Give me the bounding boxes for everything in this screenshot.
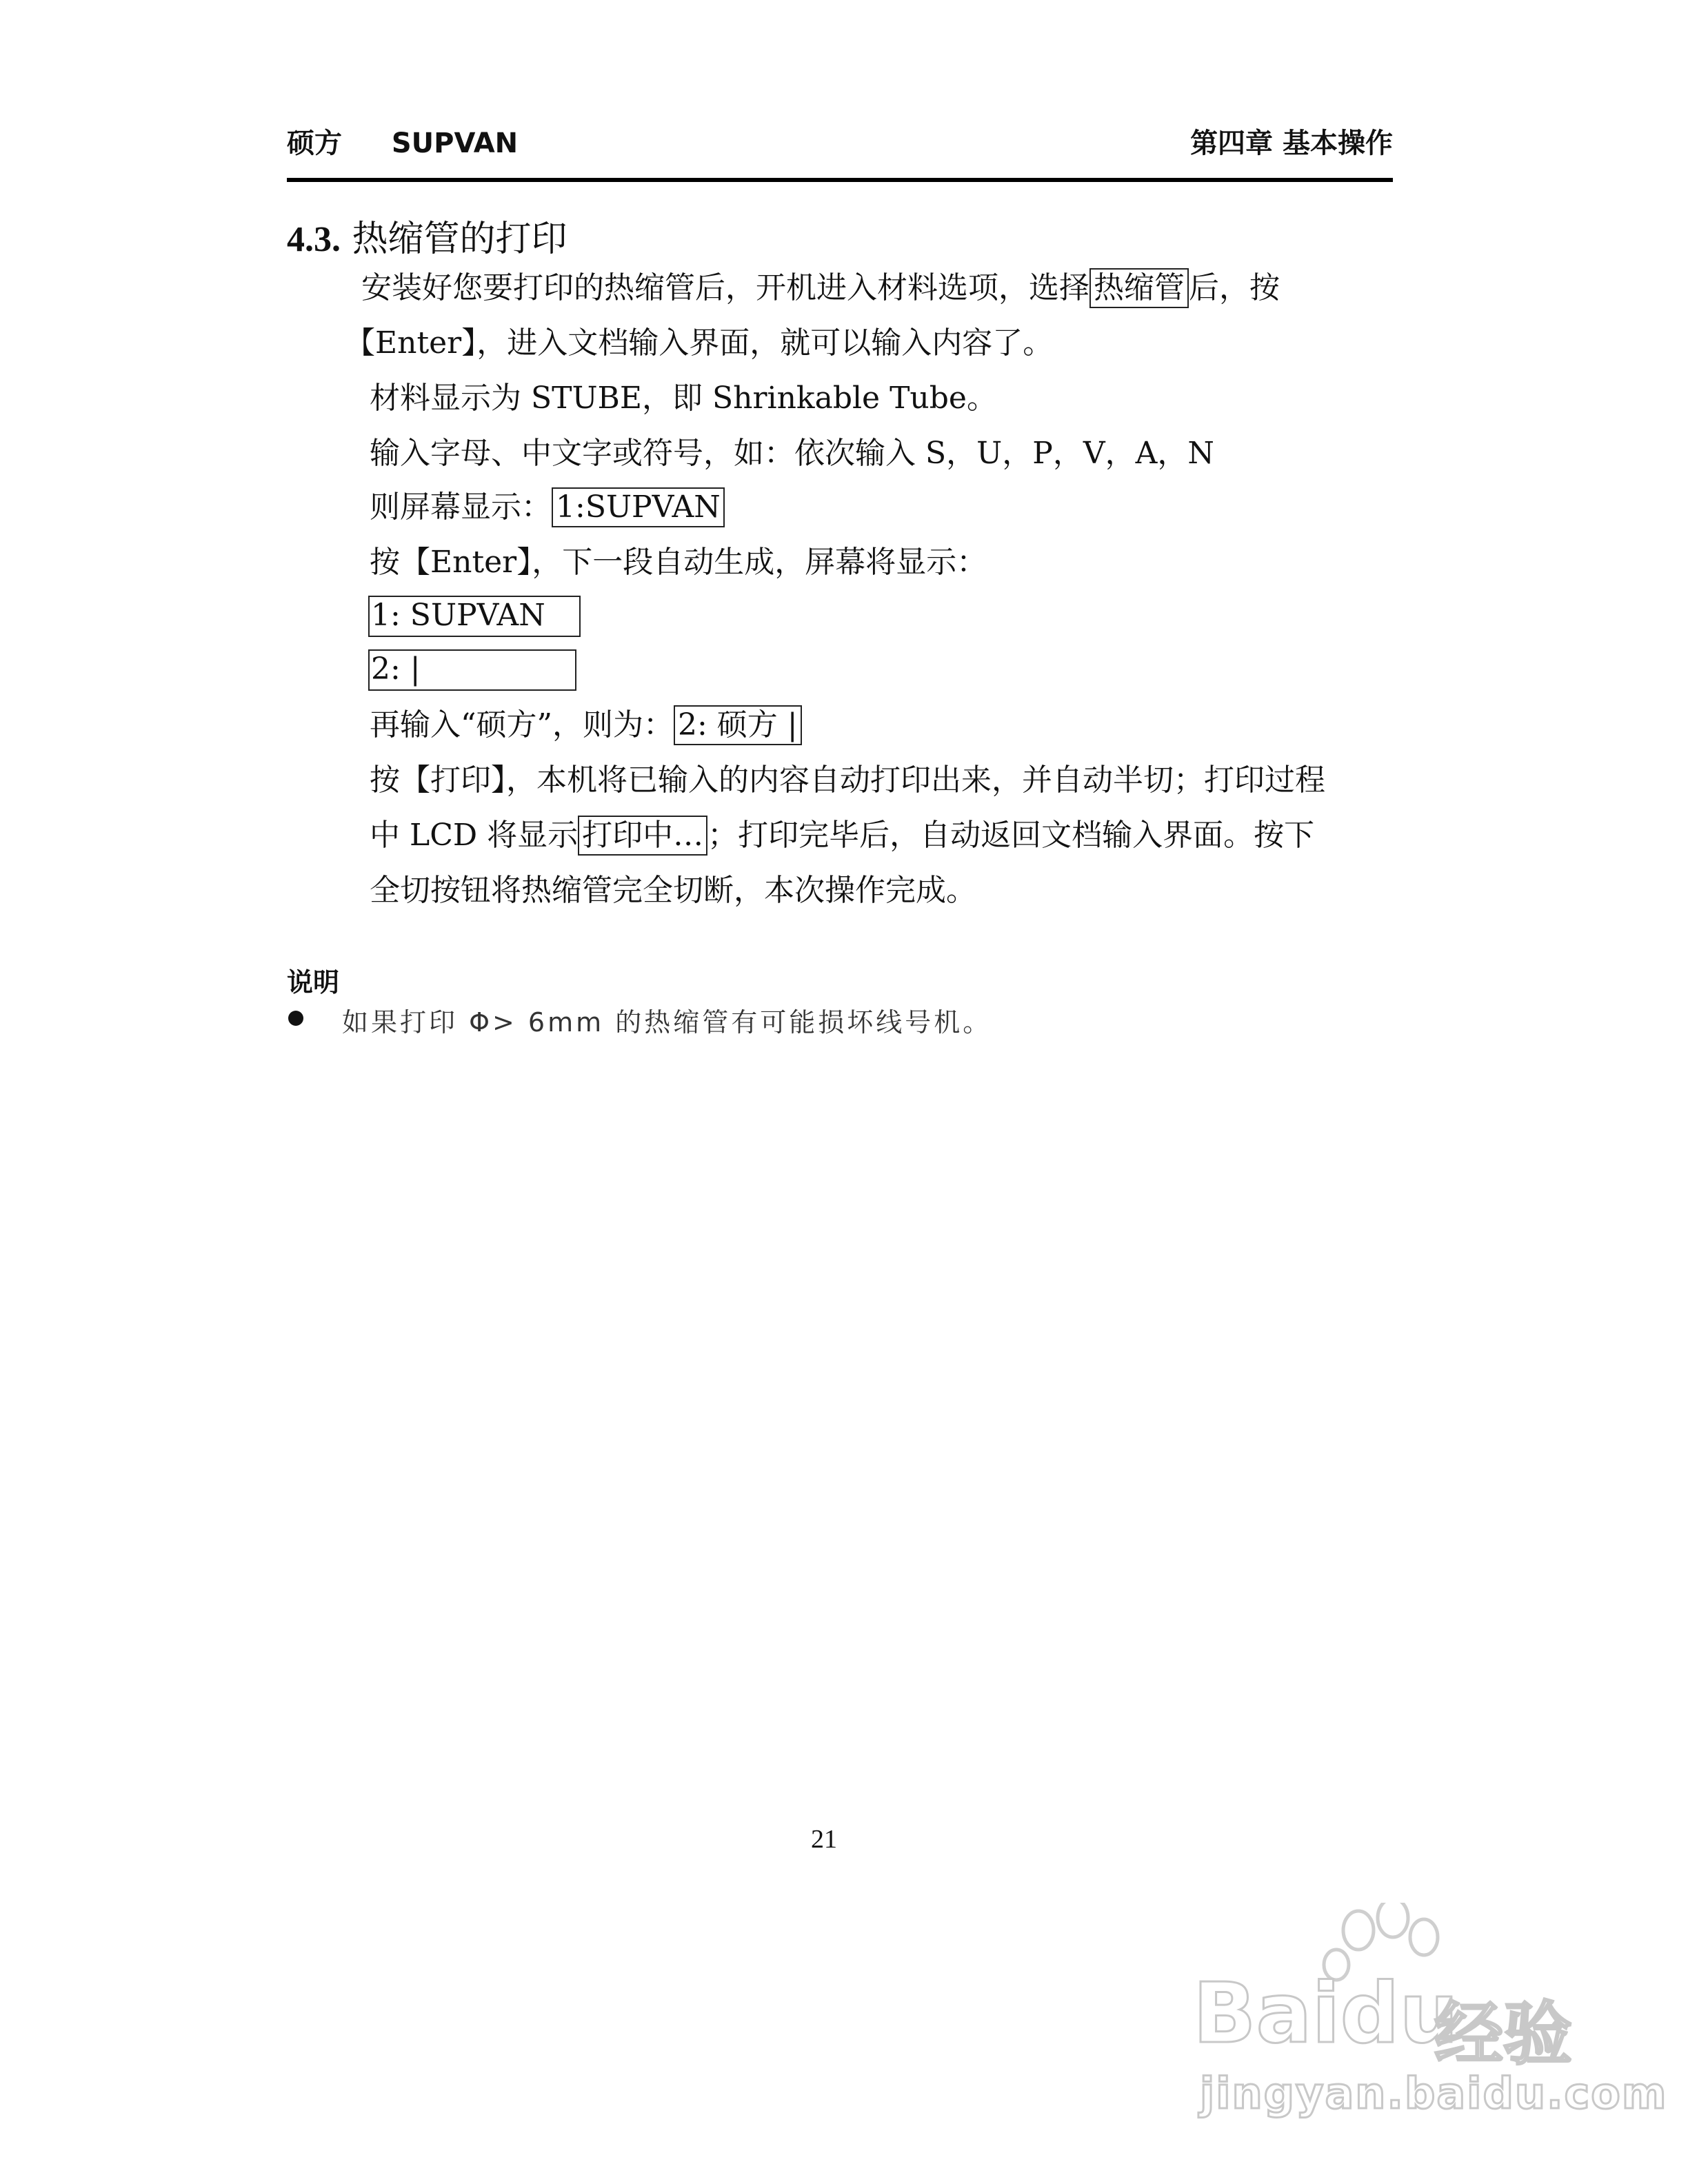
paragraph-1-cont: 【Enter】，进入文档输入界面，就可以输入内容了。 <box>345 325 1054 361</box>
menu-option-box: 热缩管 <box>1089 268 1189 308</box>
header-brand-cn: 硕方 <box>287 128 342 159</box>
section-number: 4.3. <box>287 220 341 259</box>
p4-text: 则屏幕显示： <box>370 489 552 525</box>
paragraph-2: 材料显示为 STUBE，即 Shrinkable Tube。 <box>370 381 997 416</box>
watermark-url: jingyan.baidu.com <box>1200 2068 1668 2119</box>
watermark <box>1172 1903 1668 2130</box>
note-heading: 说明 <box>287 967 340 998</box>
paragraph-3: 输入字母、中文字或符号，如：依次输入 S，U，P，V，A，N <box>370 436 1214 471</box>
paragraph-7: 按【打印】，本机将已输入的内容自动打印出来，并自动半切；打印过程 <box>370 762 1325 798</box>
section-title-text: 热缩管的打印 <box>352 219 567 260</box>
header-rule <box>287 178 1393 182</box>
watermark-brand-b: du <box>1340 1966 1458 2062</box>
p1-text-b: 后，按 <box>1189 270 1280 305</box>
header-brand <box>287 121 518 161</box>
p6-text: 再输入“硕方”，则为： <box>370 707 674 742</box>
section-title <box>287 210 567 261</box>
p8-text-a: 中 LCD 将显示 <box>370 818 579 853</box>
lcd-display-box-2: 2: 硕方 | <box>674 705 802 745</box>
page-number: 21 <box>811 1825 837 1854</box>
watermark-brand <box>1193 1966 1458 2062</box>
bullet-icon <box>288 1011 303 1026</box>
paragraph-1 <box>361 267 1280 309</box>
paragraph-8 <box>370 815 1314 856</box>
p8-text-b: ；打印完毕后，自动返回文档输入界面。按下 <box>707 818 1315 853</box>
header-brand-en: SUPVAN <box>391 128 519 159</box>
header-chapter: 第四章 基本操作 <box>1190 128 1393 159</box>
p1-text-a: 安装好您要打印的热缩管后，开机进入材料选项，选择 <box>361 270 1089 305</box>
paragraph-5: 按【Enter】，下一段自动生成，屏幕将显示： <box>370 545 987 580</box>
paragraph-9: 全切按钮将热缩管完全切断，本次操作完成。 <box>370 873 976 908</box>
note-item: 如果打印 Φ> 6mm 的热缩管有可能损坏线号机。 <box>342 1007 992 1038</box>
paragraph-6 <box>370 705 802 746</box>
lcd-line-2: 2: | <box>368 649 576 691</box>
paragraph-4 <box>370 487 725 528</box>
printing-status-box: 打印中… <box>578 816 707 856</box>
lcd-line-1: 1: SUPVAN <box>368 596 581 637</box>
watermark-product: 经验 <box>1434 1994 1572 2074</box>
lcd-display-box: 1:SUPVAN <box>552 487 725 527</box>
watermark-brand-a: Bai <box>1193 1966 1340 2062</box>
